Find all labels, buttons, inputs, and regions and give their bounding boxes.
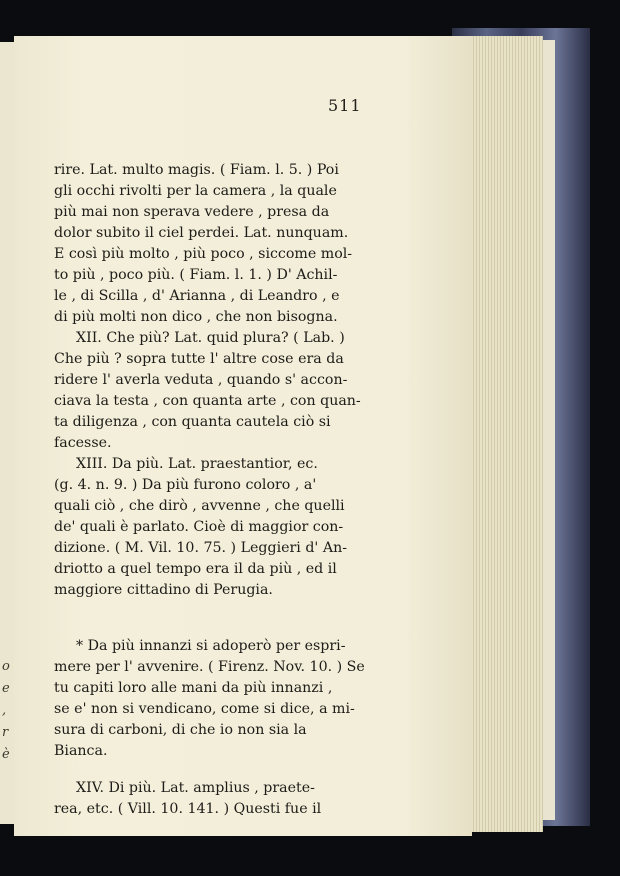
- text-line: (g. 4. n. 9. ) Da più furono coloro , a': [54, 477, 317, 493]
- text-line: rire. Lat. multo magis. ( Fiam. l. 5. ) Poi: [54, 162, 339, 178]
- text-line: tu capiti loro alle mani da più innanzi ,: [54, 680, 333, 696]
- text-line: maggiore cittadino di Perugia.: [54, 582, 273, 598]
- left-fragment: ,: [2, 703, 7, 718]
- page-number: 511: [328, 96, 362, 115]
- text-line: gli occhi rivolti per la camera , la quale: [54, 183, 337, 199]
- text-line: quali ciò , che dirò , avvenne , che quelli: [54, 498, 345, 514]
- left-fragment: è: [2, 747, 10, 762]
- left-fragment: e: [2, 681, 10, 696]
- text-line: ridere l' averla veduta , quando s' accon-: [54, 372, 348, 388]
- text-line: di più molti non dico , che non bisogna.: [54, 309, 338, 325]
- text-line: XII. Che più? Lat. quid plura? ( Lab. ): [76, 330, 345, 346]
- text-line: to più , poco più. ( Fiam. l. 1. ) D' Achil-: [54, 267, 338, 283]
- text-line: driotto a quel tempo era il da più , ed il: [54, 561, 337, 577]
- text-line: ta diligenza , con quanta cautela ciò si: [54, 414, 331, 430]
- book-page: [14, 36, 472, 836]
- text-line: dizione. ( M. Vil. 10. 75. ) Leggieri d' An-: [54, 540, 348, 556]
- left-fragment: o: [2, 659, 10, 674]
- text-line: de' quali è parlato. Cioè di maggior con-: [54, 519, 344, 535]
- left-fragment: r: [2, 725, 9, 740]
- text-line: facesse.: [54, 435, 112, 451]
- text-line: rea, etc. ( Vill. 10. 141. ) Questi fue il: [54, 801, 322, 817]
- text-line: dolor subito il ciel perdei. Lat. nunquam.: [54, 225, 349, 241]
- text-line: Che più ? sopra tutte l' altre cose era da: [54, 351, 344, 367]
- text-line: E così più molto , più poco , siccome mol-: [54, 246, 353, 262]
- text-line: se e' non si vendicano, come si dice, a mi-: [54, 701, 355, 717]
- text-line: XIV. Di più. Lat. amplius , praete-: [76, 780, 315, 796]
- text-line: ciava la testa , con quanta arte , con quan-: [54, 393, 361, 409]
- text-line: mere per l' avvenire. ( Firenz. Nov. 10. ) Se: [54, 659, 365, 675]
- text-line: XIII. Da più. Lat. praestantior, ec.: [76, 456, 318, 472]
- text-line: sura di carboni, di che io non sia la: [54, 722, 307, 738]
- text-line: più mai non sperava vedere , presa da: [54, 204, 330, 220]
- text-line: * Da più innanzi si adoperò per espri-: [76, 638, 346, 654]
- text-line: Bianca.: [54, 743, 108, 759]
- page-edges: [465, 36, 543, 832]
- text-line: le , di Scilla , d' Arianna , di Leandro , e: [54, 288, 340, 304]
